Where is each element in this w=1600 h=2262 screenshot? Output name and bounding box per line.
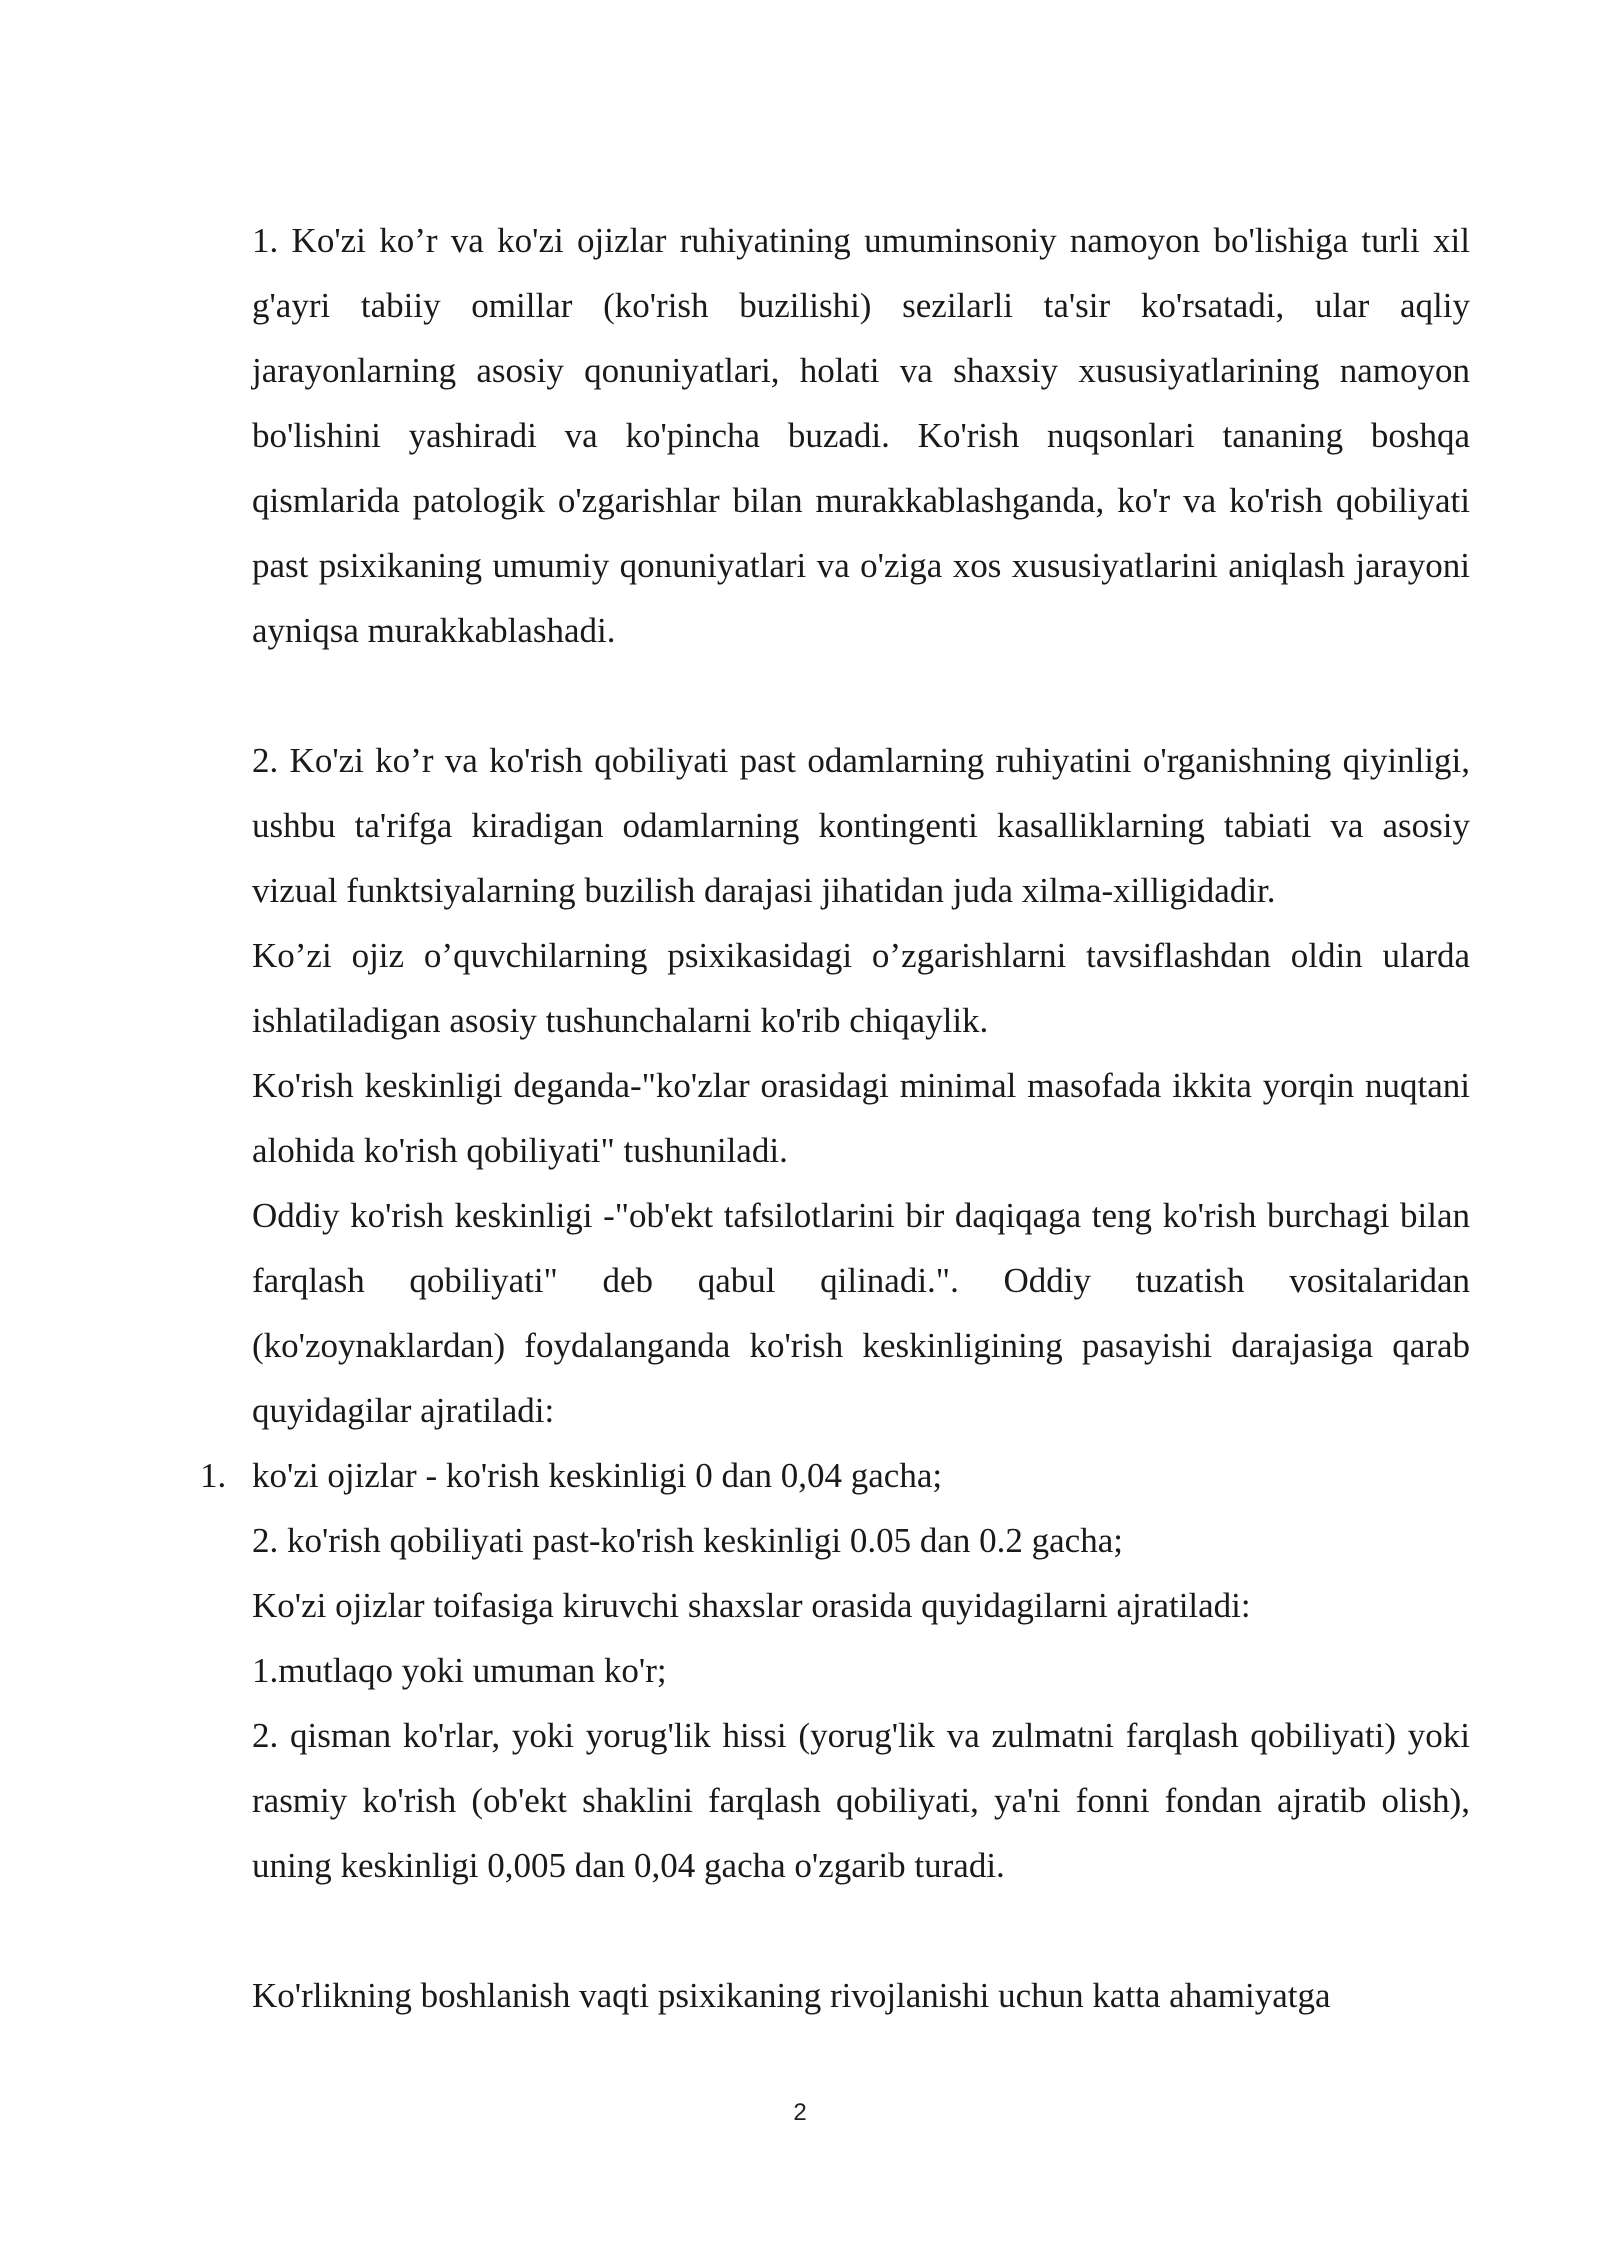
paragraph-1: 1. Ko'zi ko’r va ko'zi ojizlar ruhiyatining umuminsoniy namoyon bo'lishiga turli xil g'ayri tabiiy omillar (ko'rish buzilishi) sezilarli ta'sir ko'rsatadi, ular aqliy jarayonlarning asosiy qonuniyatlari, holati va shaxsiy xususiyatlarining namoyon bo'lishini yashiradi va ko'pincha buzadi. Ko'rish nuqsonlari tananing boshqa qismlarida patologik o'zgarishlar bilan murakkablashganda, ko'r va ko'rish qobiliyati past psixikaning umumiy qonuniyatlari va o'ziga xos xususiyatlarini aniqlash jarayoni ayniqsa murakkablashadi. <box>252 221 1470 650</box>
paragraph-7: Ko'zi ojizlar toifasiga kiruvchi shaxslar orasida quyidagilarni ajratiladi: <box>252 1586 1251 1625</box>
paragraph-6: 2. ko'rish qobiliyati past-ko'rish keskinligi 0.05 dan 0.2 gacha; <box>252 1521 1123 1560</box>
paragraph-2: 2. Ko'zi ko’r va ko'rish qobiliyati past odamlarning ruhiyatini o'rganishning qiyinligi, ushbu ta'rifga kiradigan odamlarning kontingenti kasalliklarning tabiati va asosiy vizual funktsiyalarning buzilish darajasi jihatidan juda xilma-xilligidadir. <box>252 741 1470 910</box>
paragraph-spacer <box>252 1898 1470 1963</box>
document-body <box>200 208 1470 2028</box>
paragraph-4: Ko'rish keskinligi deganda-"ko'zlar orasidagi minimal masofada ikkita yorqin nuqtani alohida ko'rish qobiliyati" tushuniladi. <box>252 1066 1470 1170</box>
paragraph-5: Oddiy ko'rish keskinligi -"ob'ekt tafsilotlarini bir daqiqaga teng ko'rish burchagi bilan farqlash qobiliyati" deb qabul qilinadi.". Oddiy tuzatish vositalaridan (ko'zoynaklardan) foydalanganda ko'rish keskinligining pasayishi darajasiga qarab quyidagilar ajratiladi: <box>252 1196 1470 1430</box>
list-item-1 <box>200 1443 1470 1508</box>
paragraph-8: 1.mutlaqo yoki umuman ko'r; <box>252 1651 667 1690</box>
paragraph-10: Ko'rlikning boshlanish vaqti psixikaning rivojlanishi uchun katta ahamiyatga <box>252 1976 1331 2015</box>
paragraph-9: 2. qisman ko'rlar, yoki yorug'lik hissi (yorug'lik va zulmatni farqlash qobiliyati) yoki rasmiy ko'rish (ob'ekt shaklini farqlash qobiliyati, ya'ni fonni fondan ajratib olish), uning keskinligi 0,005 dan 0,04 gacha o'zgarib turadi. <box>252 1716 1470 1885</box>
paragraph-spacer <box>252 663 1470 728</box>
page-number: 2 <box>793 2099 807 2126</box>
paragraph-3: Ko’zi ojiz o’quvchilarning psixikasidagi o’zgarishlarni tavsiflashdan oldin ularda ishlatiladigan asosiy tushunchalarni ko'rib chiqaylik. <box>252 936 1470 1040</box>
list-item-text: ko'zi ojizlar - ko'rish keskinligi 0 dan 0,04 gacha; <box>252 1456 943 1495</box>
list-number: 1. <box>200 1456 227 1495</box>
